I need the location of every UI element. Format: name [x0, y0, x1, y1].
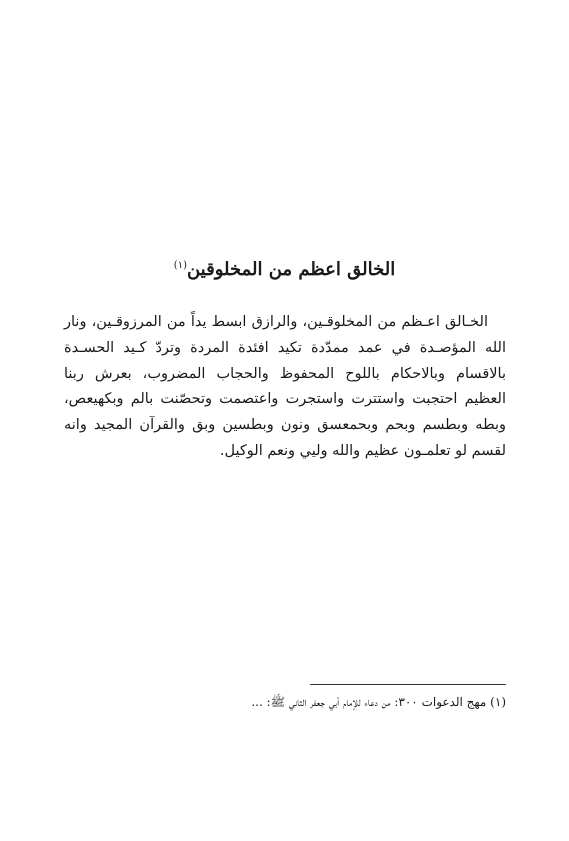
body-text	[64, 310, 506, 465]
section-heading	[0, 252, 569, 284]
footnote-text: (١) مهج الدعوات ٣٠٠: من دعاء للإمام أبي جعفر الثاني ﷺ: ...	[251, 695, 506, 709]
footnote	[64, 692, 506, 712]
body-paragraph: الخـالق اعـظم من المخلوقـين، والرازق ابسط يداً من المرزوقـين، ونار الله المؤصـدة في عمد ممدّدة تكيد افئدة المردة وتردّ كـيد الحسـدة بالاقسام وبالاحكام باللوح المحفوظ والحجاب المضروب، بعرش ربنا العظيم احتجبت واستترت واستجرت واعتصمت وتحصّنت بالم وبكهيعص، وبطه وبطسم وبحم وبحمعسق ونون وبطسين وبق والقرآن المجيد وانه لقسم لو تعلمـون عظيم والله وليي ونعم الوكيل.	[64, 314, 506, 459]
footnote-divider	[310, 684, 506, 685]
heading-title: الخالق اعظم من المخلوقين	[186, 259, 396, 280]
footnote-reference: (١)	[173, 260, 187, 271]
